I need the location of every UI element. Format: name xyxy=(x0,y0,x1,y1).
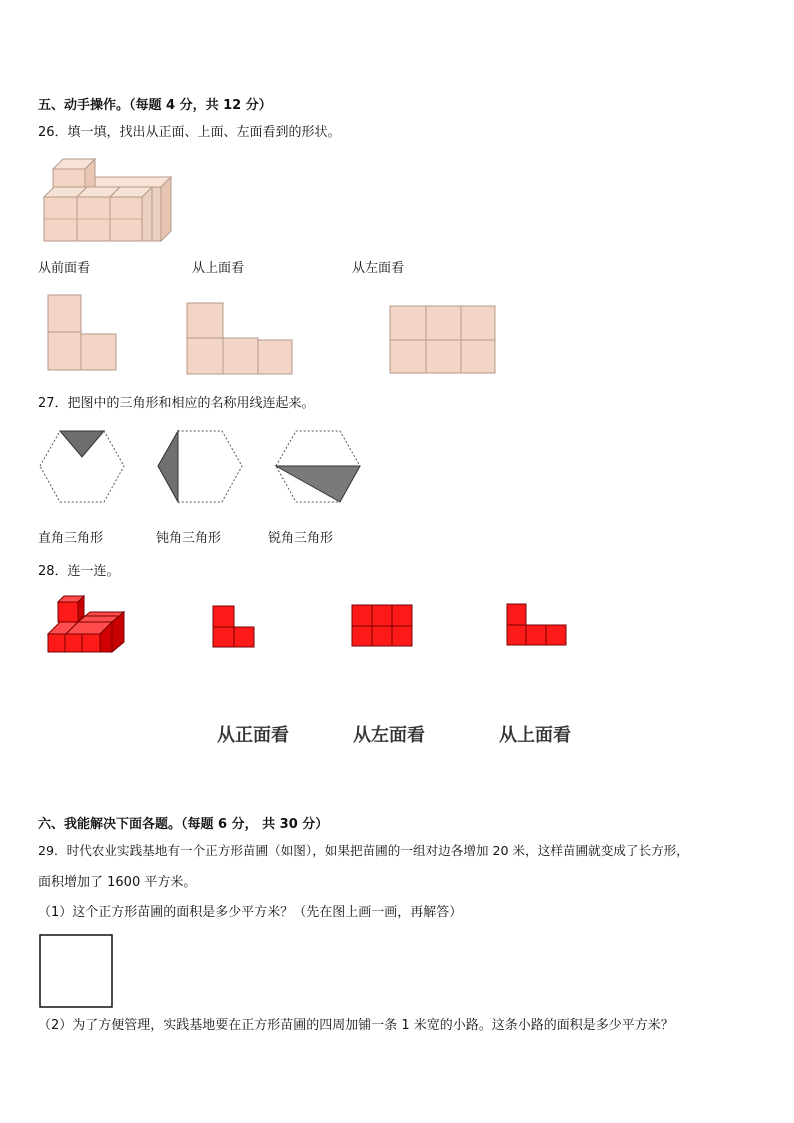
label-top-view: 从上面看 xyxy=(192,261,245,276)
front-view-shape xyxy=(47,294,119,372)
label-right-triangle: 直角三角形 xyxy=(38,531,104,546)
question-29-sub-1: （1）这个正方形苗圃的面积是多少平方米？（先在图上画一画，再解答） xyxy=(38,905,463,920)
label-view-top: 从上面看 xyxy=(499,725,571,746)
label-left-view: 从左面看 xyxy=(352,261,405,276)
red-l-shape-small xyxy=(212,605,256,649)
question-26-text: 26．填一填，找出从正面、上面、左面看到的形状。 xyxy=(38,125,341,140)
question-29-line-1: 29．时代农业实践基地有一个正方形苗圃（如图），如果把苗圃的一组对边各增加 20 米，这样苗圃就变成了长方形， xyxy=(38,843,689,858)
question-28-text: 28．连一连。 xyxy=(38,564,120,579)
question-27-text: 27．把图中的三角形和相应的名称用线连起来。 xyxy=(38,396,315,411)
question-29-sub-2: （2）为了方便管理，实践基地要在正方形苗圃的四周加铺一条 1 米宽的小路。这条小路的面积是多少平方米？ xyxy=(38,1018,674,1033)
section-6-heading: 六、我能解决下面各题。（每题 6 分， 共 30 分） xyxy=(38,817,329,832)
hexagon-obtuse-triangle xyxy=(156,429,244,505)
red-grid-2x3 xyxy=(351,604,413,648)
red-cube-stack-figure xyxy=(44,594,126,656)
question-29-line-2: 面积增加了 1600 平方米。 xyxy=(38,875,197,890)
label-front-view: 从前面看 xyxy=(38,261,91,276)
square-nursery-figure xyxy=(39,934,114,1009)
label-view-front: 从正面看 xyxy=(217,725,289,746)
section-5-heading: 五、动手操作。（每题 4 分，共 12 分） xyxy=(38,98,272,113)
top-view-shape xyxy=(186,302,296,376)
cube-stack-figure xyxy=(40,155,172,247)
label-view-left: 从左面看 xyxy=(353,725,425,746)
left-view-shape xyxy=(389,305,497,375)
hexagon-right-triangle xyxy=(38,429,126,505)
label-obtuse-triangle: 钝角三角形 xyxy=(156,531,222,546)
red-l-shape-wide xyxy=(506,603,568,647)
label-acute-triangle: 锐角三角形 xyxy=(268,531,334,546)
hexagon-acute-triangle xyxy=(274,429,362,505)
